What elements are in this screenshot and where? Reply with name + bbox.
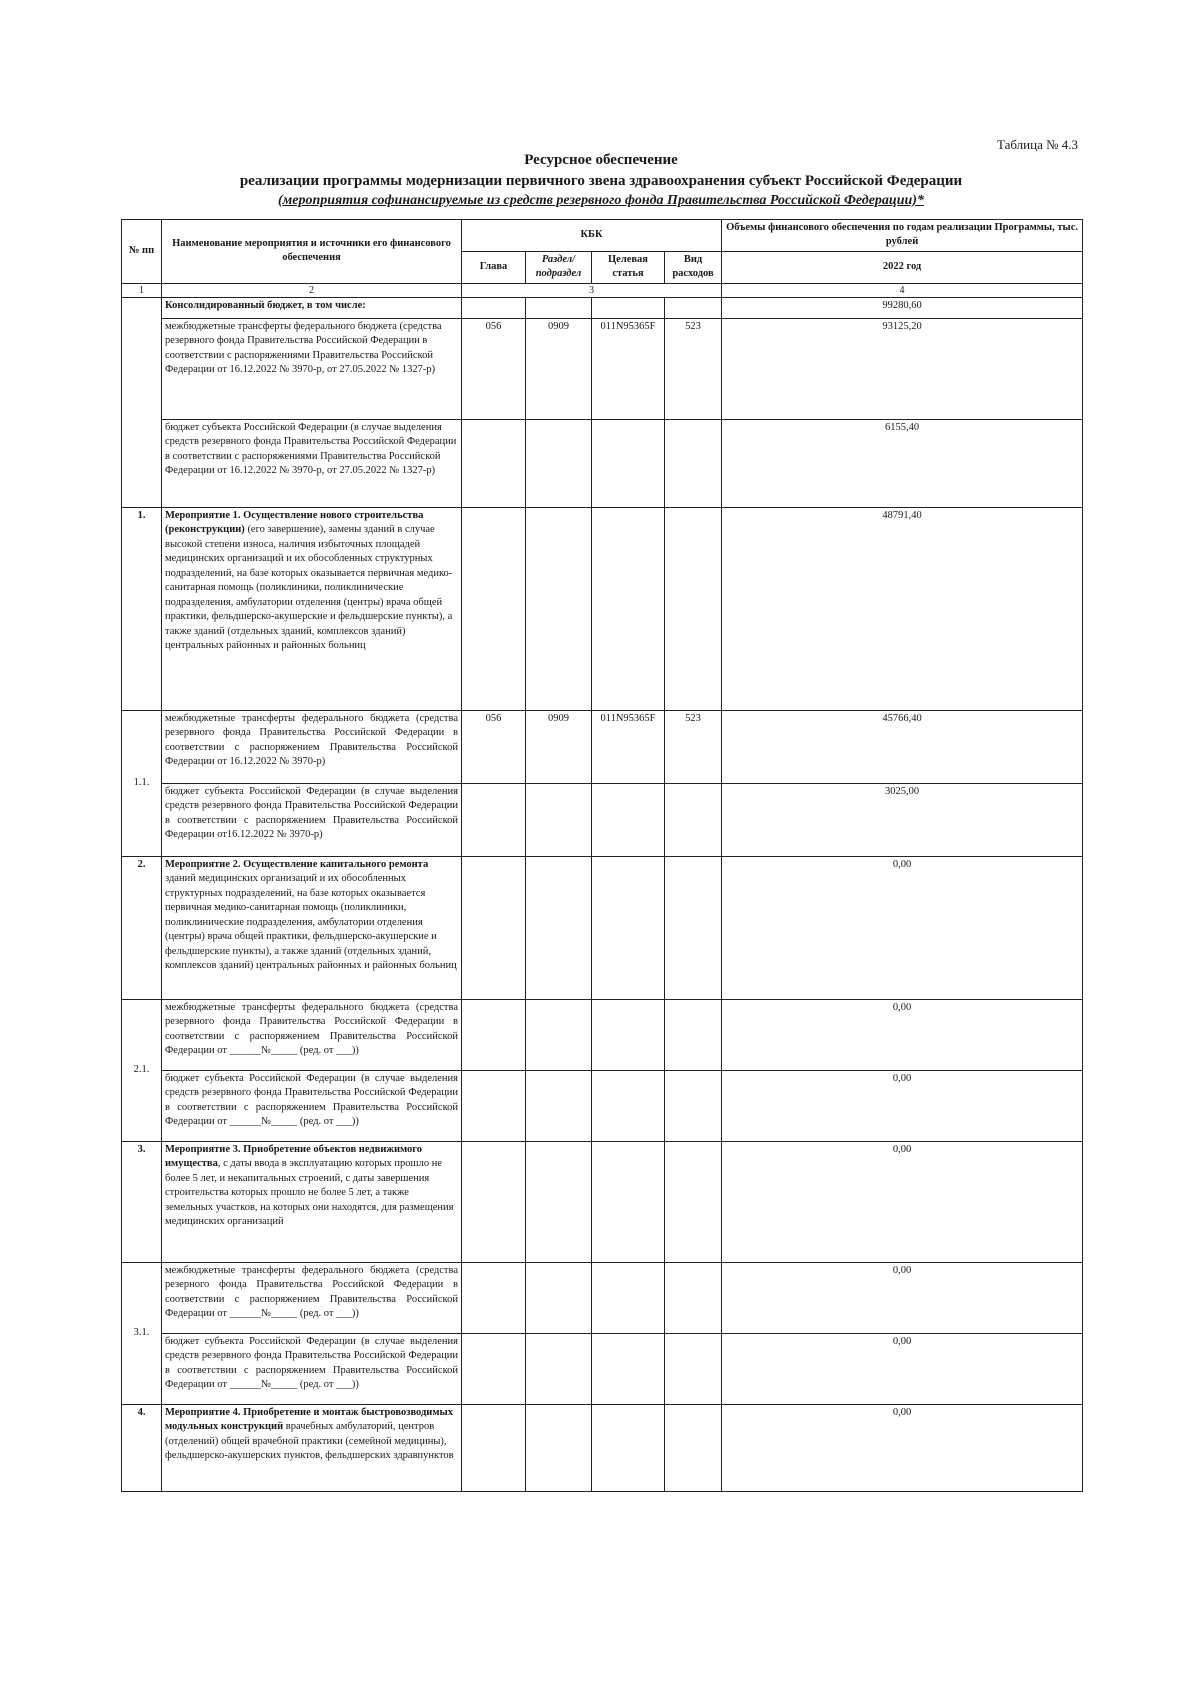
header-row-1 — [122, 220, 1083, 252]
row-name: Консолидированный бюджет, в том числе: — [162, 297, 462, 318]
row-name: бюджет субъекта Российской Федерации (в случае выделения средств резервного фонда Правительства Российской Федерации в соответствии с распоряжениями Правительства Российской Федерации от 16.12.2022 № 3970-р, от 27.05.2022 № 1327-р) — [162, 419, 462, 507]
kbk-glava: 056 — [462, 710, 526, 783]
row-amount: 45766,40 — [722, 710, 1083, 783]
table-row — [122, 710, 1083, 783]
row-name-bold: Мероприятие 2. Осуществление капитального ремонта — [165, 858, 429, 870]
document-title: Ресурсное обеспечение — [524, 152, 678, 168]
table-row — [122, 783, 1083, 856]
table-row — [122, 1070, 1083, 1141]
row-name-bold: Мероприятие 3. Приобретение объектов недвижимого имущества — [165, 1143, 423, 1170]
row-name — [162, 1404, 462, 1491]
row-name: межбюджетные трансферты федерального бюджета (средства резервного фонда Правительства Российской Федерации в соответствии с распоряжением Правительства Российской Федерации от ______№_____ (ред. от ___)) — [162, 999, 462, 1070]
kbk-glava: 056 — [462, 318, 526, 419]
table-row — [122, 1141, 1083, 1262]
row-number: 3.1. — [122, 1262, 162, 1404]
table-row — [122, 1333, 1083, 1404]
row-amount: 0,00 — [722, 1070, 1083, 1141]
kbk-tselevaya: 011N95365F — [592, 710, 665, 783]
table-row — [122, 999, 1083, 1070]
row-amount: 93125,20 — [722, 318, 1083, 419]
row-name — [162, 507, 462, 710]
col-vid-header: Вид расходов — [665, 251, 722, 283]
table-row — [122, 318, 1083, 419]
index-cell: 2 — [162, 283, 462, 297]
row-amount: 0,00 — [722, 1262, 1083, 1333]
kbk-razdel: 0909 — [526, 318, 592, 419]
col-name-header: Наименование мероприятия и источники его финансового обеспечения — [162, 220, 462, 284]
index-cell: 4 — [722, 283, 1083, 297]
table-row — [122, 856, 1083, 999]
row-number-cell — [122, 297, 162, 507]
row-number: 1.1. — [122, 710, 162, 856]
col-num-header: № пп — [122, 220, 162, 284]
resource-table — [121, 219, 1083, 1492]
row-name — [162, 1141, 462, 1262]
index-cell: 3 — [462, 283, 722, 297]
row-name — [162, 856, 462, 999]
row-amount: 0,00 — [722, 1404, 1083, 1491]
row-number: 1. — [122, 507, 162, 710]
row-amount: 0,00 — [722, 999, 1083, 1070]
row-amount: 6155,40 — [722, 419, 1083, 507]
row-name: бюджет субъекта Российской Федерации (в случае выделения средств резервного фонда Правительства Российской Федерации в соответствии с распоряжением Правительства Российской Федерации от ______№_____ (ред. от ___)) — [162, 1333, 462, 1404]
row-number: 3. — [122, 1141, 162, 1262]
row-amount: 48791,40 — [722, 507, 1083, 710]
row-name: бюджет субъекта Российской Федерации (в случае выделения средств резервного фонда Правительства Российской Федерации в соответствии с распоряжением Правительства Российской Федерации от ______№_____ (ред. от ___)) — [162, 1070, 462, 1141]
row-number: 2. — [122, 856, 162, 999]
row-name: бюджет субъекта Российской Федерации (в случае выделения средств резервного фонда Правительства Российской Федерации в соответствии с распоряжением Правительства Российской Федерации от16.12.2022 № 3970-р) — [162, 783, 462, 856]
document-subtitle-note: (мероприятия софинансируемые из средств резервного фонда Правительства Российской Федерации)* — [278, 193, 924, 208]
col-kbk-header: КБК — [462, 220, 722, 252]
kbk-razdel: 0909 — [526, 710, 592, 783]
col-tselevaya-header: Целевая статья — [592, 251, 665, 283]
row-amount: 0,00 — [722, 1141, 1083, 1262]
row-name-rest: , с даты ввода в эксплуатацию которых прошло не более 5 лет, и некапитальных строений, с даты завершения строительства которых прошло не более 5 лет, а также земельных участков, на которых они находятся, для размещения медицинских организаций — [165, 1158, 454, 1228]
kbk-vid: 523 — [665, 710, 722, 783]
col-volume-header: Объемы финансового обеспечения по годам реализации Программы, тыс. рублей — [722, 220, 1083, 252]
row-name-bold: Мероприятие 4. Приобретение и монтаж быстровозводимых модульных конструкций — [165, 1406, 453, 1433]
row-name-rest: (его завершение), замены зданий в случае высокой степени износа, наличия избыточных площадей медицинских организаций и их обособленных структурных подразделений, на базе которых оказывается первичная медико-санитарная помощь (поликлиники, поликлинические подразделения, амбулатории отделения (центры) врача общей практики, фельдшерско-акушерские и фельдшерские пункты), а также зданий (отдельных зданий, комплексов зданий) центральных районных и районных больниц — [165, 524, 453, 652]
document-subtitle: реализации программы модернизации первичного звена здравоохранения субъект Российской Федерации — [239, 173, 963, 189]
row-name-bold: Мероприятие 1. Осуществление нового строительства (реконструкции) — [165, 509, 424, 536]
col-glava-header: Глава — [462, 251, 526, 283]
table-row — [122, 1404, 1083, 1491]
table-row — [122, 297, 1083, 318]
table-row — [122, 1262, 1083, 1333]
table-row — [122, 419, 1083, 507]
col-year-header: 2022 год — [722, 251, 1083, 283]
index-cell: 1 — [122, 283, 162, 297]
row-amount: 99280,60 — [722, 297, 1083, 318]
row-amount: 0,00 — [722, 1333, 1083, 1404]
row-amount: 3025,00 — [722, 783, 1083, 856]
row-name-rest: врачебных амбулаторий, центров (отделений) общей врачебной практики (семейной медицины), фельдшерско-акушерских пунктов, фельдшерских здравпунктов — [165, 1421, 454, 1462]
col-razdel-header: Раздел/ подраздел — [526, 251, 592, 283]
row-amount: 0,00 — [722, 856, 1083, 999]
row-number: 2.1. — [122, 999, 162, 1141]
table-number-label: Таблица № 4.3 — [996, 137, 1078, 152]
kbk-tselevaya: 011N95365F — [592, 318, 665, 419]
kbk-vid: 523 — [665, 318, 722, 419]
row-name: межбюджетные трансферты федерального бюджета (средства резервного фонда Правительства Российской Федерации в соответствии с распоряжением Правительства Российской Федерации от 16.12.2022 № 3970-р) — [162, 710, 462, 783]
column-index-row — [122, 283, 1083, 297]
row-number: 4. — [122, 1404, 162, 1491]
row-name: межбюджетные трансферты федерального бюджета (средства резерного фонда Правительства Российской Федерации в соответствии с распоряжением Правительства Российской Федерации от ______№_____ (ред. от ___)) — [162, 1262, 462, 1333]
table-row — [122, 507, 1083, 710]
row-name-rest: зданий медицинских организаций и их обособленных структурных подразделений, на базе которых оказывается первичная медико-санитарная помощь (поликлиники, поликлинические подразделения, амбулатории отделения (центры) врача общей практики, фельдшерско-акушерские и фельдшерские пункты), а также зданий (отдельных зданий, комплексов зданий) центральных районных и районных больниц — [165, 873, 457, 972]
row-name: межбюджетные трансферты федерального бюджета (средства резервного фонда Правительства Российской Федерации в соответствии с распоряжениями Правительства Российской Федерации от 16.12.2022 № 3970-р, от 27.05.2022 № 1327-р) — [162, 318, 462, 419]
